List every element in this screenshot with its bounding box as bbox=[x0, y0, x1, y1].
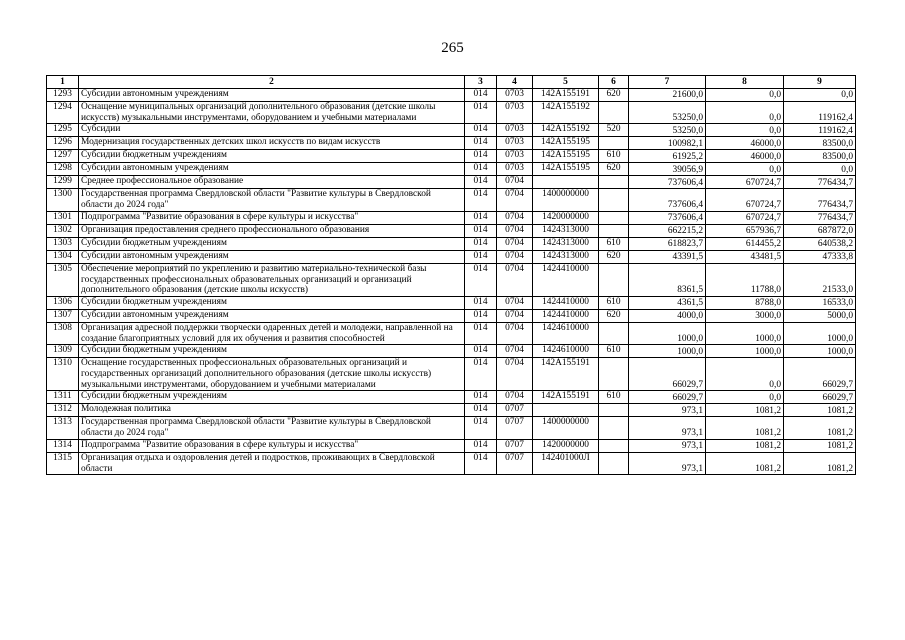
expense-type-code bbox=[599, 224, 629, 237]
target-article-code: 1424610000 bbox=[533, 322, 599, 344]
row-number: 1303 bbox=[47, 237, 79, 250]
section-code: 0704 bbox=[497, 224, 533, 237]
amount-year-1: 973,1 bbox=[629, 452, 706, 474]
ministry-code: 014 bbox=[465, 237, 497, 250]
target-article-code: 1400000000 bbox=[533, 417, 599, 439]
item-name: Государственная программа Свердловской области "Развитие культуры в Свердловской области до 2024 года" bbox=[79, 417, 465, 439]
amount-year-1: 973,1 bbox=[629, 439, 706, 452]
amount-year-2: 1081,2 bbox=[706, 417, 784, 439]
table-row bbox=[47, 137, 856, 150]
amount-year-1: 662215,2 bbox=[629, 224, 706, 237]
amount-year-1: 21600,0 bbox=[629, 89, 706, 102]
expense-type-code: 610 bbox=[599, 150, 629, 163]
expense-type-code bbox=[599, 102, 629, 124]
expense-type-code bbox=[599, 189, 629, 211]
column-header: 9 bbox=[784, 76, 856, 89]
target-article-code: 142401000Л bbox=[533, 452, 599, 474]
row-number: 1311 bbox=[47, 391, 79, 404]
item-name: Оснащение государственных профессиональных образовательных организаций и государственных организаций дополнительного образования (детские школы искусств) музыкальными инструментами, оборудованием и учебными материалами bbox=[79, 358, 465, 391]
expense-type-code bbox=[599, 176, 629, 189]
table-row bbox=[47, 124, 856, 137]
ministry-code: 014 bbox=[465, 163, 497, 176]
row-number: 1310 bbox=[47, 358, 79, 391]
row-number: 1299 bbox=[47, 176, 79, 189]
section-code: 0703 bbox=[497, 102, 533, 124]
target-article-code: 142A155195 bbox=[533, 163, 599, 176]
amount-year-3: 16533,0 bbox=[784, 296, 856, 309]
expense-type-code: 520 bbox=[599, 124, 629, 137]
target-article-code: 1424410000 bbox=[533, 309, 599, 322]
table-row bbox=[47, 189, 856, 211]
amount-year-2: 0,0 bbox=[706, 358, 784, 391]
item-name: Молодежная политика bbox=[79, 404, 465, 417]
amount-year-1: 66029,7 bbox=[629, 358, 706, 391]
section-code: 0704 bbox=[497, 263, 533, 296]
amount-year-1: 39056,9 bbox=[629, 163, 706, 176]
table-row bbox=[47, 296, 856, 309]
amount-year-3: 119162,4 bbox=[784, 102, 856, 124]
ministry-code: 014 bbox=[465, 417, 497, 439]
ministry-code: 014 bbox=[465, 102, 497, 124]
expense-type-code: 620 bbox=[599, 163, 629, 176]
item-name: Субсидии автономным учреждениям bbox=[79, 250, 465, 263]
amount-year-1: 53250,0 bbox=[629, 102, 706, 124]
expense-type-code bbox=[599, 404, 629, 417]
amount-year-3: 66029,7 bbox=[784, 358, 856, 391]
table-row bbox=[47, 452, 856, 474]
ministry-code: 014 bbox=[465, 404, 497, 417]
table-row bbox=[47, 358, 856, 391]
item-name: Субсидии bbox=[79, 124, 465, 137]
amount-year-1: 43391,5 bbox=[629, 250, 706, 263]
amount-year-2: 0,0 bbox=[706, 163, 784, 176]
item-name: Субсидии бюджетным учреждениям bbox=[79, 391, 465, 404]
amount-year-1: 737606,4 bbox=[629, 211, 706, 224]
section-code: 0703 bbox=[497, 89, 533, 102]
item-name: Модернизация государственных детских школ искусств по видам искусств bbox=[79, 137, 465, 150]
amount-year-3: 47333,8 bbox=[784, 250, 856, 263]
item-name: Субсидии бюджетным учреждениям bbox=[79, 237, 465, 250]
amount-year-2: 0,0 bbox=[706, 391, 784, 404]
item-name: Подпрограмма "Развитие образования в сфере культуры и искусства" bbox=[79, 439, 465, 452]
amount-year-2: 3000,0 bbox=[706, 309, 784, 322]
table-row bbox=[47, 163, 856, 176]
item-name: Подпрограмма "Развитие образования в сфере культуры и искусства" bbox=[79, 211, 465, 224]
amount-year-2: 11788,0 bbox=[706, 263, 784, 296]
amount-year-2: 46000,0 bbox=[706, 137, 784, 150]
column-header: 4 bbox=[497, 76, 533, 89]
amount-year-2: 1081,2 bbox=[706, 439, 784, 452]
ministry-code: 014 bbox=[465, 345, 497, 358]
column-header: 1 bbox=[47, 76, 79, 89]
table-row bbox=[47, 224, 856, 237]
amount-year-2: 1081,2 bbox=[706, 452, 784, 474]
table-row bbox=[47, 345, 856, 358]
expense-type-code: 620 bbox=[599, 89, 629, 102]
row-number: 1296 bbox=[47, 137, 79, 150]
target-article-code: 142A155192 bbox=[533, 102, 599, 124]
item-name: Субсидии автономным учреждениям bbox=[79, 309, 465, 322]
amount-year-3: 640538,2 bbox=[784, 237, 856, 250]
expense-type-code bbox=[599, 263, 629, 296]
table-row bbox=[47, 89, 856, 102]
target-article-code: 1424313000 bbox=[533, 237, 599, 250]
section-code: 0703 bbox=[497, 163, 533, 176]
expense-type-code: 620 bbox=[599, 250, 629, 263]
row-number: 1304 bbox=[47, 250, 79, 263]
column-header: 6 bbox=[599, 76, 629, 89]
section-code: 0703 bbox=[497, 124, 533, 137]
amount-year-2: 614455,2 bbox=[706, 237, 784, 250]
ministry-code: 014 bbox=[465, 391, 497, 404]
amount-year-2: 43481,5 bbox=[706, 250, 784, 263]
section-code: 0707 bbox=[497, 452, 533, 474]
table-row bbox=[47, 250, 856, 263]
amount-year-3: 83500,0 bbox=[784, 150, 856, 163]
amount-year-1: 66029,7 bbox=[629, 391, 706, 404]
table-row bbox=[47, 417, 856, 439]
target-article-code: 1400000000 bbox=[533, 189, 599, 211]
amount-year-3: 21533,0 bbox=[784, 263, 856, 296]
expense-type-code: 610 bbox=[599, 391, 629, 404]
amount-year-1: 61925,2 bbox=[629, 150, 706, 163]
table-row bbox=[47, 404, 856, 417]
target-article-code: 1420000000 bbox=[533, 439, 599, 452]
amount-year-2: 0,0 bbox=[706, 102, 784, 124]
expense-type-code bbox=[599, 137, 629, 150]
amount-year-3: 776434,7 bbox=[784, 211, 856, 224]
target-article-code: 1424410000 bbox=[533, 296, 599, 309]
table-row bbox=[47, 176, 856, 189]
target-article-code: 142A155191 bbox=[533, 358, 599, 391]
section-code: 0703 bbox=[497, 150, 533, 163]
item-name: Субсидии автономным учреждениям bbox=[79, 89, 465, 102]
table-row bbox=[47, 322, 856, 344]
amount-year-2: 8788,0 bbox=[706, 296, 784, 309]
item-name: Субсидии бюджетным учреждениям bbox=[79, 150, 465, 163]
budget-table bbox=[46, 75, 856, 475]
amount-year-3: 66029,7 bbox=[784, 391, 856, 404]
amount-year-3: 0,0 bbox=[784, 163, 856, 176]
row-number: 1313 bbox=[47, 417, 79, 439]
item-name: Среднее профессиональное образование bbox=[79, 176, 465, 189]
amount-year-3: 1000,0 bbox=[784, 345, 856, 358]
amount-year-3: 119162,4 bbox=[784, 124, 856, 137]
amount-year-3: 1081,2 bbox=[784, 417, 856, 439]
amount-year-2: 1081,2 bbox=[706, 404, 784, 417]
section-code: 0704 bbox=[497, 176, 533, 189]
ministry-code: 014 bbox=[465, 124, 497, 137]
section-code: 0707 bbox=[497, 417, 533, 439]
table-row bbox=[47, 263, 856, 296]
item-name: Государственная программа Свердловской области "Развитие культуры в Свердловской области до 2024 года" bbox=[79, 189, 465, 211]
amount-year-3: 1081,2 bbox=[784, 439, 856, 452]
amount-year-3: 5000,0 bbox=[784, 309, 856, 322]
ministry-code: 014 bbox=[465, 358, 497, 391]
amount-year-1: 1000,0 bbox=[629, 322, 706, 344]
section-code: 0704 bbox=[497, 237, 533, 250]
target-article-code: 1420000000 bbox=[533, 211, 599, 224]
ministry-code: 014 bbox=[465, 176, 497, 189]
column-header: 8 bbox=[706, 76, 784, 89]
amount-year-2: 670724,7 bbox=[706, 189, 784, 211]
amount-year-1: 1000,0 bbox=[629, 345, 706, 358]
amount-year-1: 737606,4 bbox=[629, 189, 706, 211]
ministry-code: 014 bbox=[465, 211, 497, 224]
item-name: Организация адресной поддержки творчески одаренных детей и молодежи, направленной на создание благоприятных условий для их обучения и развития способностей bbox=[79, 322, 465, 344]
ministry-code: 014 bbox=[465, 137, 497, 150]
amount-year-3: 1081,2 bbox=[784, 404, 856, 417]
row-number: 1315 bbox=[47, 452, 79, 474]
ministry-code: 014 bbox=[465, 189, 497, 211]
target-article-code: 1424313000 bbox=[533, 250, 599, 263]
expense-type-code: 610 bbox=[599, 345, 629, 358]
amount-year-3: 83500,0 bbox=[784, 137, 856, 150]
ministry-code: 014 bbox=[465, 309, 497, 322]
expense-type-code bbox=[599, 417, 629, 439]
item-name: Субсидии автономным учреждениям bbox=[79, 163, 465, 176]
expense-type-code bbox=[599, 452, 629, 474]
column-header: 7 bbox=[629, 76, 706, 89]
section-code: 0707 bbox=[497, 404, 533, 417]
amount-year-1: 53250,0 bbox=[629, 124, 706, 137]
item-name: Субсидии бюджетным учреждениям bbox=[79, 345, 465, 358]
target-article-code: 1424610000 bbox=[533, 345, 599, 358]
table-row bbox=[47, 439, 856, 452]
amount-year-2: 46000,0 bbox=[706, 150, 784, 163]
expense-type-code: 610 bbox=[599, 296, 629, 309]
target-article-code: 1424313000 bbox=[533, 224, 599, 237]
section-code: 0704 bbox=[497, 309, 533, 322]
row-number: 1300 bbox=[47, 189, 79, 211]
expense-type-code: 620 bbox=[599, 309, 629, 322]
item-name: Организация предоставления среднего профессионального образования bbox=[79, 224, 465, 237]
item-name: Субсидии бюджетным учреждениям bbox=[79, 296, 465, 309]
section-code: 0703 bbox=[497, 137, 533, 150]
row-number: 1312 bbox=[47, 404, 79, 417]
ministry-code: 014 bbox=[465, 263, 497, 296]
target-article-code: 142A155192 bbox=[533, 124, 599, 137]
amount-year-1: 100982,1 bbox=[629, 137, 706, 150]
ministry-code: 014 bbox=[465, 250, 497, 263]
amount-year-3: 1081,2 bbox=[784, 452, 856, 474]
amount-year-3: 776434,7 bbox=[784, 189, 856, 211]
section-code: 0704 bbox=[497, 189, 533, 211]
target-article-code: 142A155191 bbox=[533, 89, 599, 102]
row-number: 1297 bbox=[47, 150, 79, 163]
expense-type-code bbox=[599, 439, 629, 452]
amount-year-2: 657936,7 bbox=[706, 224, 784, 237]
table-row bbox=[47, 150, 856, 163]
amount-year-3: 0,0 bbox=[784, 89, 856, 102]
table-row bbox=[47, 391, 856, 404]
amount-year-3: 1000,0 bbox=[784, 322, 856, 344]
column-header: 2 bbox=[79, 76, 465, 89]
target-article-code: 142A155195 bbox=[533, 150, 599, 163]
amount-year-2: 1000,0 bbox=[706, 345, 784, 358]
target-article-code: 142A155195 bbox=[533, 137, 599, 150]
table-row bbox=[47, 237, 856, 250]
section-code: 0704 bbox=[497, 345, 533, 358]
amount-year-3: 776434,7 bbox=[784, 176, 856, 189]
amount-year-1: 973,1 bbox=[629, 417, 706, 439]
row-number: 1305 bbox=[47, 263, 79, 296]
ministry-code: 014 bbox=[465, 224, 497, 237]
section-code: 0704 bbox=[497, 358, 533, 391]
row-number: 1309 bbox=[47, 345, 79, 358]
row-number: 1293 bbox=[47, 89, 79, 102]
row-number: 1298 bbox=[47, 163, 79, 176]
expense-type-code bbox=[599, 322, 629, 344]
target-article-code bbox=[533, 404, 599, 417]
row-number: 1308 bbox=[47, 322, 79, 344]
table-header-row bbox=[47, 76, 856, 89]
table-row bbox=[47, 211, 856, 224]
expense-type-code bbox=[599, 211, 629, 224]
row-number: 1295 bbox=[47, 124, 79, 137]
amount-year-1: 618823,7 bbox=[629, 237, 706, 250]
target-article-code bbox=[533, 176, 599, 189]
item-name: Обеспечение мероприятий по укреплению и развитию материально-технической базы государственных профессиональных образовательных организаций и организаций дополнительного образования (детские школы искусств) bbox=[79, 263, 465, 296]
amount-year-1: 8361,5 bbox=[629, 263, 706, 296]
row-number: 1307 bbox=[47, 309, 79, 322]
row-number: 1306 bbox=[47, 296, 79, 309]
section-code: 0704 bbox=[497, 296, 533, 309]
expense-type-code: 610 bbox=[599, 237, 629, 250]
amount-year-2: 0,0 bbox=[706, 124, 784, 137]
amount-year-2: 670724,7 bbox=[706, 176, 784, 189]
section-code: 0704 bbox=[497, 391, 533, 404]
amount-year-1: 4000,0 bbox=[629, 309, 706, 322]
column-header: 5 bbox=[533, 76, 599, 89]
item-name: Организация отдыха и оздоровления детей и подростков, проживающих в Свердловской области bbox=[79, 452, 465, 474]
amount-year-2: 670724,7 bbox=[706, 211, 784, 224]
section-code: 0704 bbox=[497, 211, 533, 224]
row-number: 1302 bbox=[47, 224, 79, 237]
section-code: 0704 bbox=[497, 250, 533, 263]
ministry-code: 014 bbox=[465, 452, 497, 474]
target-article-code: 1424410000 bbox=[533, 263, 599, 296]
amount-year-2: 0,0 bbox=[706, 89, 784, 102]
ministry-code: 014 bbox=[465, 296, 497, 309]
table-row bbox=[47, 309, 856, 322]
expense-type-code bbox=[599, 358, 629, 391]
amount-year-3: 687872,0 bbox=[784, 224, 856, 237]
page-number: 265 bbox=[441, 40, 464, 56]
section-code: 0704 bbox=[497, 322, 533, 344]
amount-year-1: 4361,5 bbox=[629, 296, 706, 309]
item-name: Оснащение муниципальных организаций дополнительного образования (детские школы искусств) музыкальными инструментами, оборудованием и учебными материалами bbox=[79, 102, 465, 124]
table-row bbox=[47, 102, 856, 124]
ministry-code: 014 bbox=[465, 150, 497, 163]
amount-year-1: 737606,4 bbox=[629, 176, 706, 189]
ministry-code: 014 bbox=[465, 439, 497, 452]
row-number: 1314 bbox=[47, 439, 79, 452]
column-header: 3 bbox=[465, 76, 497, 89]
row-number: 1301 bbox=[47, 211, 79, 224]
amount-year-2: 1000,0 bbox=[706, 322, 784, 344]
amount-year-1: 973,1 bbox=[629, 404, 706, 417]
section-code: 0707 bbox=[497, 439, 533, 452]
target-article-code: 142A155191 bbox=[533, 391, 599, 404]
table-body bbox=[47, 89, 856, 475]
ministry-code: 014 bbox=[465, 89, 497, 102]
row-number: 1294 bbox=[47, 102, 79, 124]
ministry-code: 014 bbox=[465, 322, 497, 344]
